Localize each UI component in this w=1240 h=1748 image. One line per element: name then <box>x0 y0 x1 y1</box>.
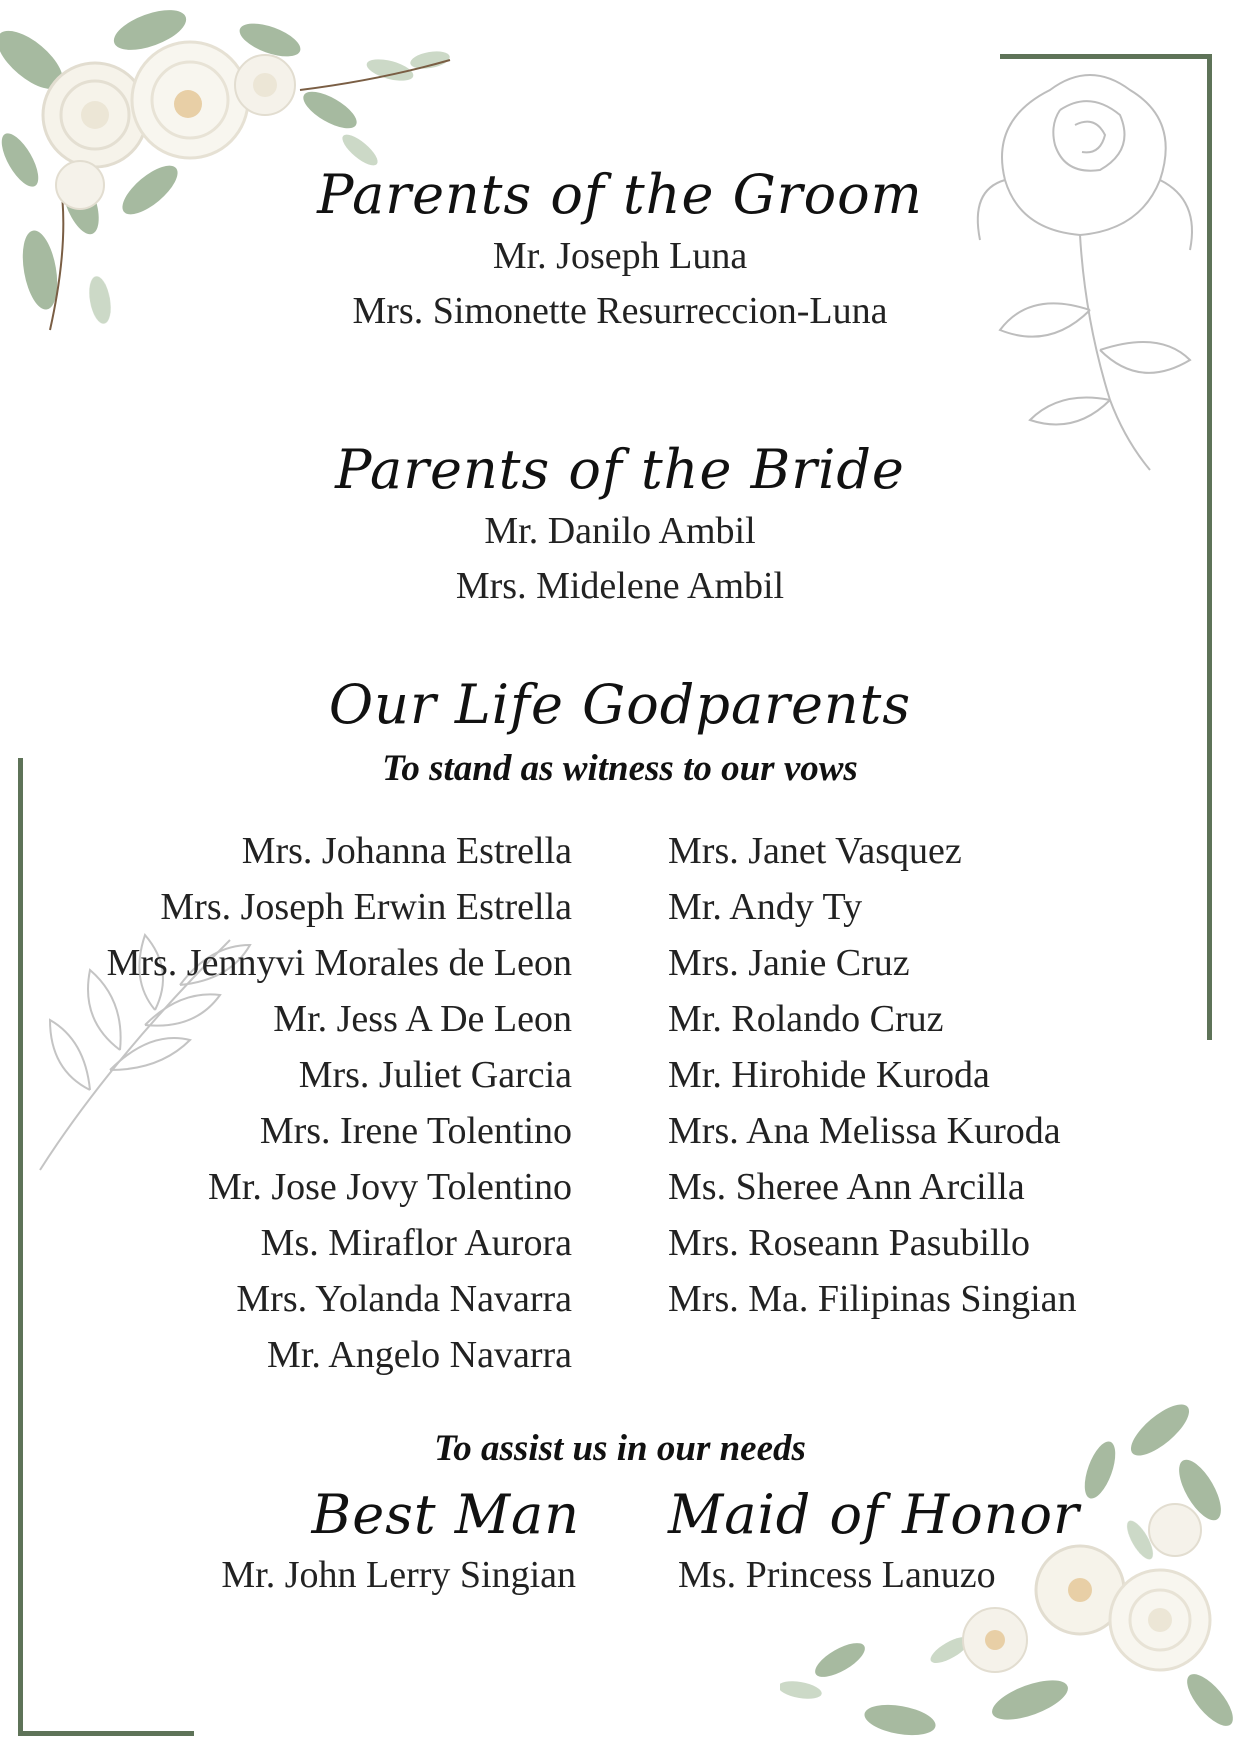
bride-father-name: Mr. Danilo Ambil <box>484 510 756 552</box>
list-item: Mr. Jess A De Leon <box>273 998 572 1040</box>
groom-father-name: Mr. Joseph Luna <box>492 235 748 277</box>
list-item: Ms. Miraflor Aurora <box>260 1222 572 1264</box>
list-item: Mrs. Ma. Filipinas Singian <box>668 1278 1077 1320</box>
list-item: Mr. Angelo Navarra <box>267 1334 572 1376</box>
groom-mother-name: Mrs. Simonette Resurreccion-Luna <box>352 290 888 332</box>
frame-top-right-horizontal <box>1000 54 1212 59</box>
bride-mother-name: Mrs. Midelene Ambil <box>455 565 785 607</box>
list-item: Mrs. Jennyvi Morales de Leon <box>106 942 572 984</box>
list-item: Mr. Rolando Cruz <box>668 998 944 1040</box>
frame-bottom-left-vertical <box>18 758 23 1736</box>
list-item: Mrs. Johanna Estrella <box>241 830 572 872</box>
list-item: Mrs. Ana Melissa Kuroda <box>668 1110 1061 1152</box>
list-item: Mrs. Irene Tolentino <box>259 1110 572 1152</box>
list-item: Mrs. Juliet Garcia <box>298 1054 572 1096</box>
list-item: Mr. Andy Ty <box>668 886 863 928</box>
maid-of-honor-name: Ms. Princess Lanuzo <box>678 1554 996 1596</box>
best-man-title: Best Man <box>311 1483 580 1546</box>
bride-parents-title: Parents of the Bride <box>335 438 905 501</box>
frame-bottom-left-horizontal <box>18 1731 194 1736</box>
maid-of-honor-title: Maid of Honor <box>668 1483 1080 1546</box>
assist-subtitle: To assist us in our needs <box>434 1428 806 1469</box>
list-item: Mr. Jose Jovy Tolentino <box>208 1166 572 1208</box>
best-man-name: Mr. John Lerry Singian <box>221 1554 576 1596</box>
list-item: Ms. Sheree Ann Arcilla <box>668 1166 1025 1208</box>
groom-parents-title: Parents of the Groom <box>317 163 923 226</box>
list-item: Mrs. Joseph Erwin Estrella <box>160 886 572 928</box>
godparents-title: Our Life Godparents <box>328 673 912 736</box>
list-item: Mrs. Yolanda Navarra <box>236 1278 572 1320</box>
godparents-subtitle: To stand as witness to our vows <box>382 748 858 789</box>
list-item: Mrs. Janie Cruz <box>668 942 910 984</box>
list-item: Mr. Hirohide Kuroda <box>668 1054 990 1096</box>
list-item: Mrs. Roseann Pasubillo <box>668 1222 1031 1264</box>
list-item: Mrs. Janet Vasquez <box>668 830 962 872</box>
